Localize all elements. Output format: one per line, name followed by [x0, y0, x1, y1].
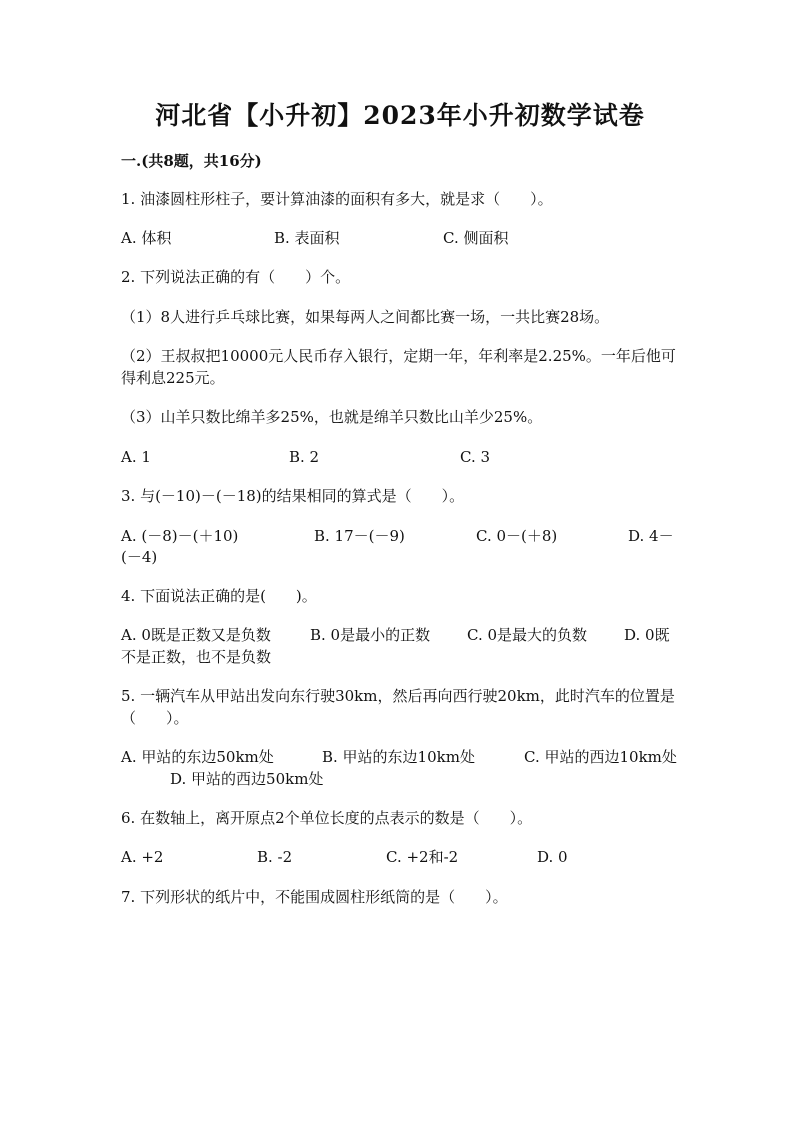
question-1-option-b: B. 表面积	[274, 229, 340, 247]
question-2-option-c: C. 3	[460, 448, 491, 466]
section-heading: 一.(共8题，共16分)	[121, 152, 262, 170]
question-1-stem: 1. 油漆圆柱形柱子，要计算油漆的面积有多大，就是求（ ）。	[121, 190, 553, 208]
question-4-option-a: A. 0既是正数又是负数	[121, 626, 271, 644]
question-2-stem: 2. 下列说法正确的有（ ）个。	[121, 268, 351, 286]
question-6-option-c: C. +2和-2	[386, 848, 459, 866]
page-title: 河北省【小升初】2023年小升初数学试卷	[155, 101, 645, 130]
question-3-option-c: C. 0－(＋8)	[476, 527, 558, 545]
question-4-option-b: B. 0是最小的正数	[310, 626, 431, 644]
question-7-stem: 7. 下列形状的纸片中，不能围成圆柱形纸筒的是（ ）。	[121, 888, 508, 906]
question-5-option-c: C. 甲站的西边10km处	[524, 748, 677, 766]
question-1-option-a: A. 体积	[121, 229, 172, 247]
question-2-statement-2: （2）王叔叔把10000元人民币存入银行，定期一年，年利率是2.25%。一年后他可得利息225元。	[121, 347, 676, 387]
question-3-option-d-cont: (－4)	[121, 548, 158, 566]
question-5-option-a: A. 甲站的东边50km处	[121, 748, 274, 766]
question-2-statement-1: （1）8人进行乒乓球比赛，如果每两人之间都比赛一场，一共比赛28场。	[121, 308, 610, 326]
question-3-option-b: B. 17－(－9)	[314, 527, 405, 545]
question-5-stem: 5. 一辆汽车从甲站出发向东行驶30km，然后再向西行驶20km，此时汽车的位置是（ ）。	[121, 687, 675, 727]
question-2-option-b: B. 2	[289, 448, 320, 466]
question-5-option-d: D. 甲站的西边50km处	[170, 770, 324, 788]
question-2-statement-3: （3）山羊只数比绵羊多25%，也就是绵羊只数比山羊少25%。	[121, 408, 543, 426]
question-4-option-d: D. 0既	[624, 626, 670, 644]
question-3-option-a: A. (－8)－(＋10)	[121, 527, 239, 545]
question-6-stem: 6. 在数轴上，离开原点2个单位长度的点表示的数是（ ）。	[121, 809, 533, 827]
question-3-stem: 3. 与(－10)－(－18)的结果相同的算式是（ ）。	[121, 487, 465, 505]
question-2-option-a: A. 1	[121, 448, 151, 466]
question-4-stem: 4. 下面说法正确的是( )。	[121, 587, 317, 605]
question-6-option-d: D. 0	[537, 848, 568, 866]
question-4-option-d-cont: 不是正数，也不是负数	[121, 648, 272, 666]
question-4-option-c: C. 0是最大的负数	[467, 626, 588, 644]
question-3-option-d: D. 4－	[628, 527, 674, 545]
question-6-option-a: A. +2	[121, 848, 164, 866]
question-5-option-b: B. 甲站的东边10km处	[322, 748, 475, 766]
question-6-option-b: B. -2	[257, 848, 293, 866]
question-1-option-c: C. 侧面积	[443, 229, 509, 247]
